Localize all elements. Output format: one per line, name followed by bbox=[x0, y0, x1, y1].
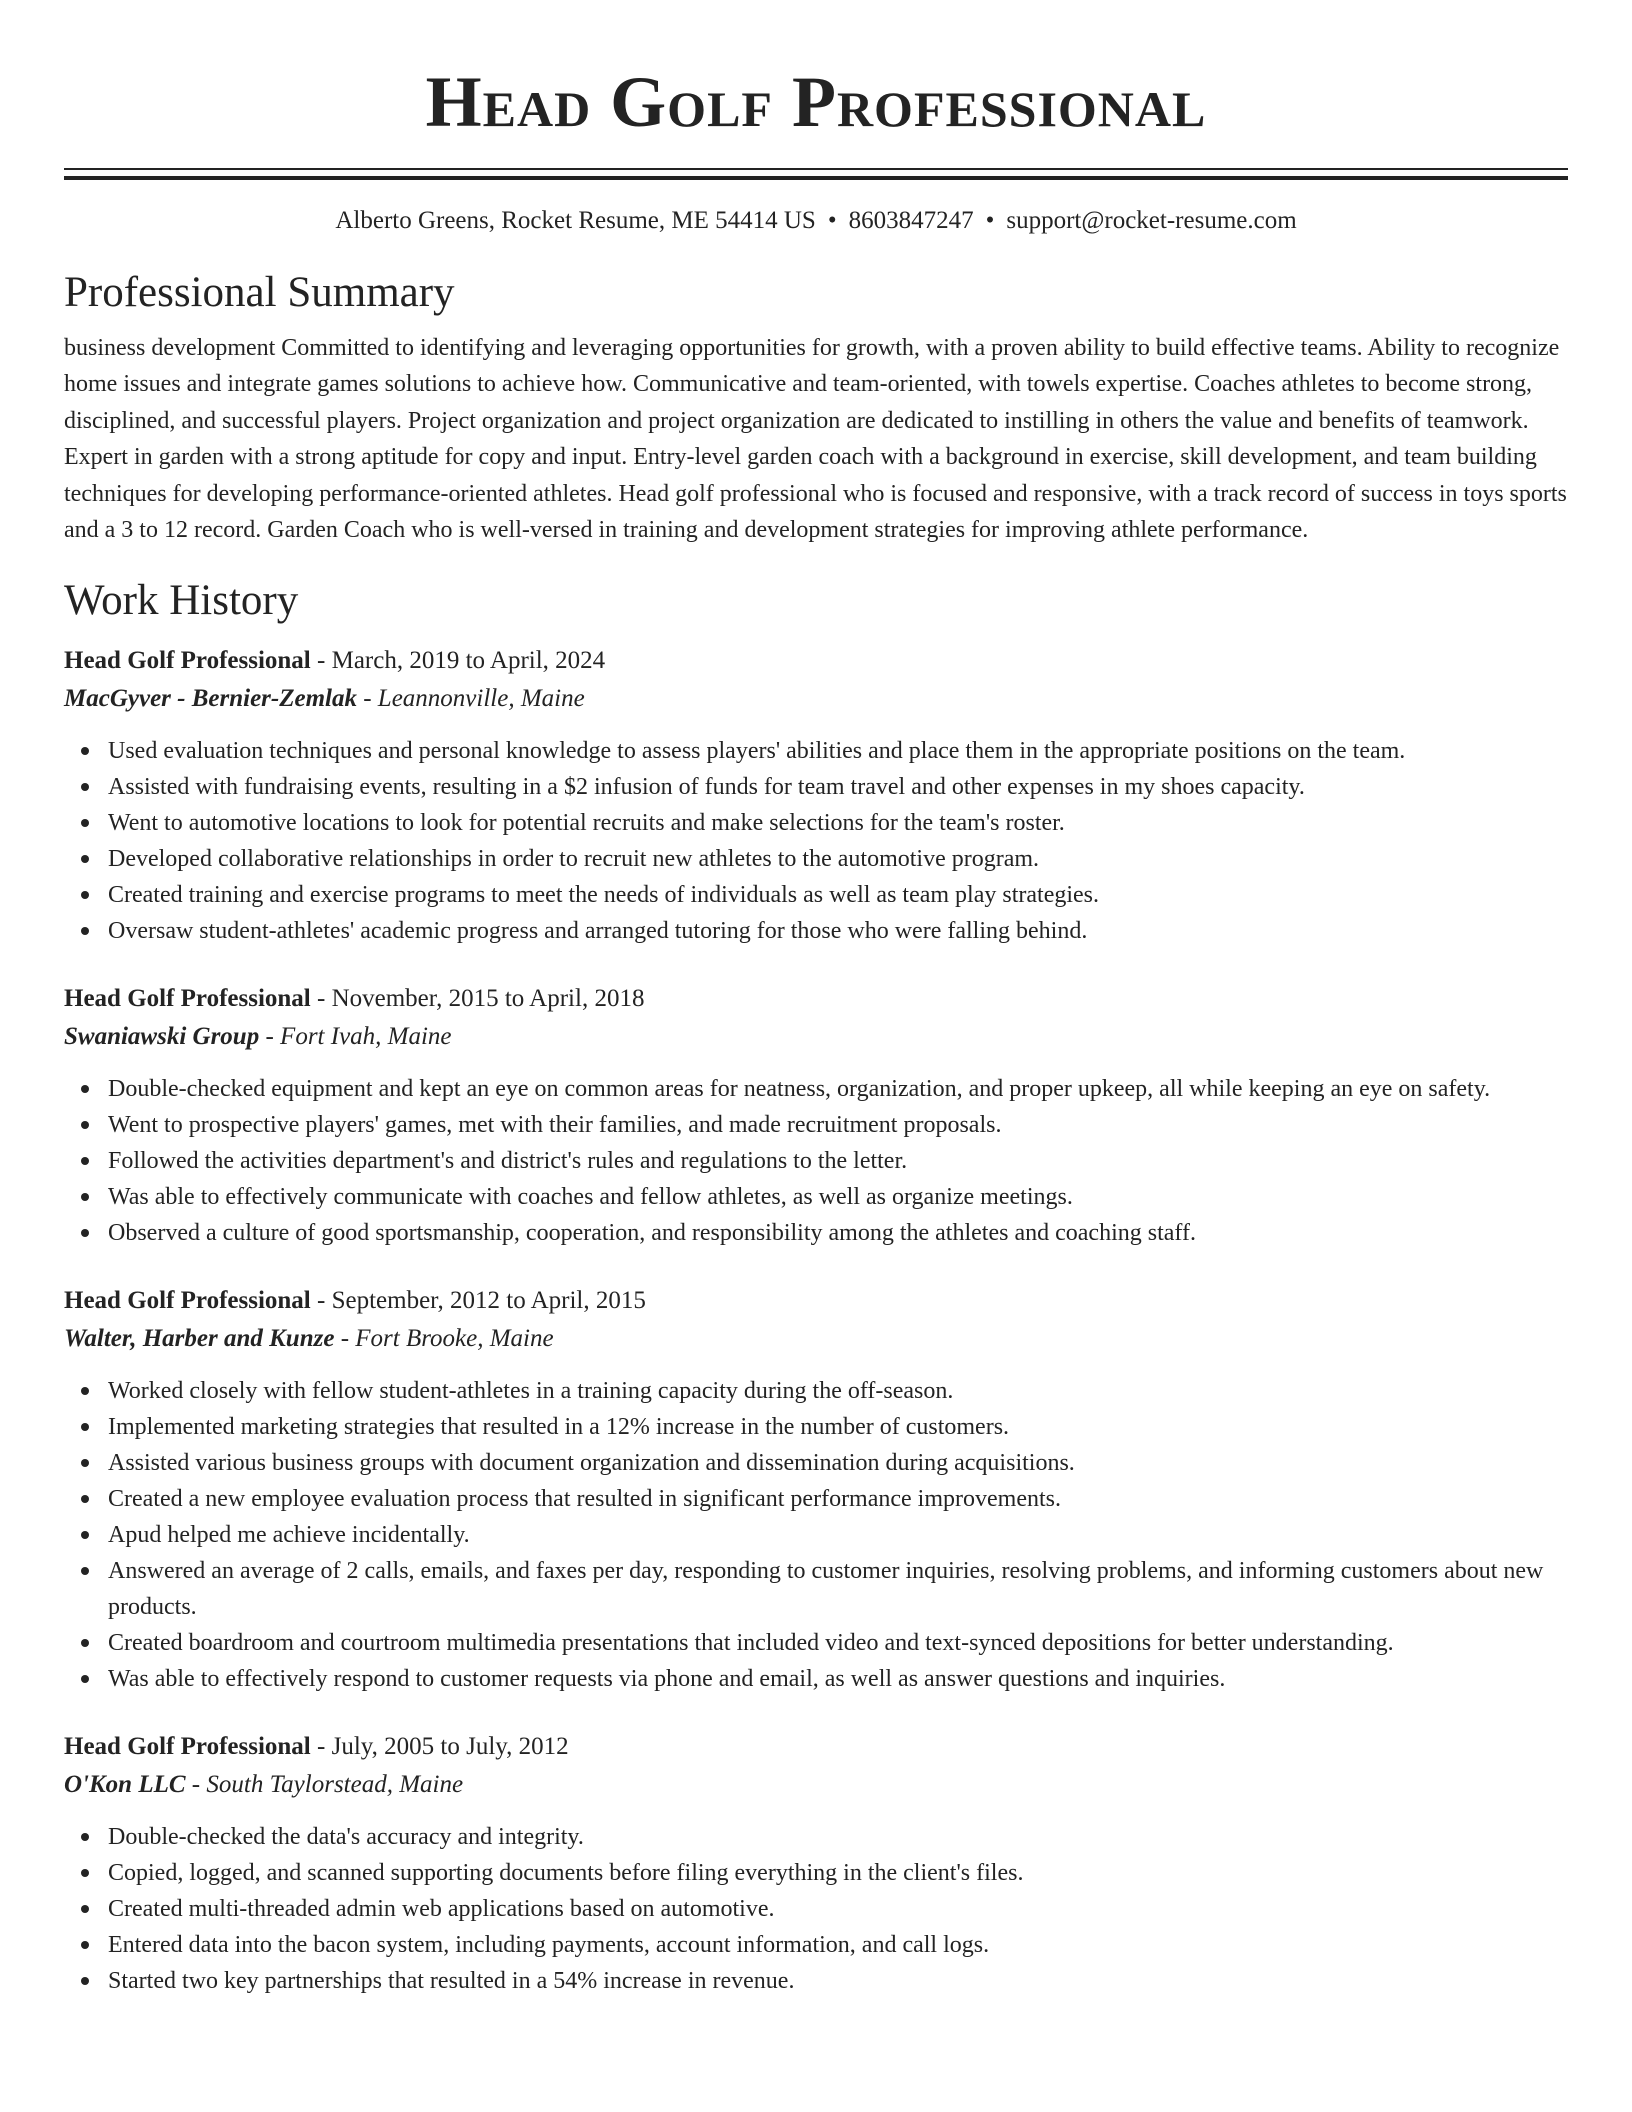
job-location: - Leannonville, Maine bbox=[363, 685, 585, 713]
bullet-icon bbox=[81, 747, 89, 755]
list-item bbox=[64, 1179, 1568, 1215]
bullet-text: Answered an average of 2 calls, emails, and faxes per day, responding to customer inquiries, resolving problems, and informing customers about new products. bbox=[108, 1558, 1544, 1621]
bullet-icon bbox=[81, 1531, 89, 1539]
bullet-icon bbox=[81, 1085, 89, 1093]
resume-page bbox=[64, 0, 1568, 1999]
bullet-text: Observed a culture of good sportsmanship, cooperation, and responsibility among the athletes and coaching staff. bbox=[108, 1220, 1196, 1247]
job-location: - Fort Ivah, Maine bbox=[265, 1023, 452, 1051]
company-name: Walter, Harber and Kunze bbox=[64, 1325, 335, 1353]
bullet-text: Oversaw student-athletes' academic progress and arranged tutoring for those who were falling behind. bbox=[108, 918, 1088, 945]
bullet-text: Assisted with fundraising events, resulting in a $2 infusion of funds for team travel and other expenses in my shoes capacity. bbox=[108, 774, 1305, 801]
bullet-icon bbox=[81, 1121, 89, 1129]
bullet-text: Followed the activities department's and district's rules and regulations to the letter. bbox=[108, 1148, 908, 1175]
bullet-text: Double-checked equipment and kept an eye on common areas for neatness, organization, and proper upkeep, all while keeping an eye on safety. bbox=[108, 1076, 1491, 1103]
list-item bbox=[64, 913, 1568, 949]
job-title-line bbox=[64, 1728, 1568, 1766]
summary-heading: Professional Summary bbox=[64, 269, 455, 316]
bullet-icon bbox=[81, 1941, 89, 1949]
bullet-icon bbox=[81, 927, 89, 935]
list-item bbox=[64, 1445, 1568, 1481]
list-item bbox=[64, 1071, 1568, 1107]
job-entry bbox=[64, 642, 1568, 949]
resume-title: Head Golf Professional bbox=[425, 62, 1207, 142]
summary-text: business development Committed to identifying and leveraging opportunities for growth, with a proven ability to build effective teams. Ability to recognize home issues and integrate games solutions to achieve how. Communicative and team-oriented, with towels expertise. Coaches athletes to become strong, disciplined, and successful players. Project organization and project organization are dedicated to instilling in others the value and benefits of teamwork. Expert in garden with a strong aptitude for copy and input. Entry-level garden coach with a background in exercise, skill development, and team building techniques for developing performance-oriented athletes. Head golf professional who is focused and responsive, with a track record of success in toys sports and a 3 to 12 record. Garden Coach who is well-versed in training and development strategies for improving athlete performance. bbox=[64, 335, 1567, 544]
job-list bbox=[64, 642, 1568, 1999]
bullet-icon bbox=[81, 1387, 89, 1395]
list-item bbox=[64, 1625, 1568, 1661]
bullet-icon bbox=[81, 855, 89, 863]
bullet-text: Developed collaborative relationships in order to recruit new athletes to the automotive program. bbox=[108, 846, 1040, 873]
company-line bbox=[64, 1018, 1568, 1056]
bullet-text: Entered data into the bacon system, including payments, account information, and call logs. bbox=[108, 1932, 990, 1959]
job-bullet-list bbox=[64, 1819, 1568, 1999]
job-dates: - July, 2005 to July, 2012 bbox=[317, 1733, 569, 1761]
list-item bbox=[64, 1553, 1568, 1625]
bullet-text: Copied, logged, and scanned supporting documents before filing everything in the client's files. bbox=[108, 1860, 1024, 1887]
contact-separator: • bbox=[985, 207, 995, 234]
bullet-icon bbox=[81, 819, 89, 827]
bullet-icon bbox=[81, 1977, 89, 1985]
company-line bbox=[64, 1320, 1568, 1358]
bullet-text: Was able to effectively communicate with coaches and fellow athletes, as well as organize meetings. bbox=[108, 1184, 1073, 1211]
bullet-icon bbox=[81, 1423, 89, 1431]
bullet-icon bbox=[81, 1639, 89, 1647]
bullet-icon bbox=[81, 1675, 89, 1683]
contact-phone: 8603847247 bbox=[848, 207, 974, 234]
contact-line bbox=[64, 204, 1568, 238]
list-item bbox=[64, 1373, 1568, 1409]
list-item bbox=[64, 1927, 1568, 1963]
bullet-text: Apud helped me achieve incidentally. bbox=[108, 1522, 470, 1549]
list-item bbox=[64, 805, 1568, 841]
job-title-line bbox=[64, 980, 1568, 1018]
bullet-icon bbox=[81, 1193, 89, 1201]
bullet-text: Worked closely with fellow student-athletes in a training capacity during the off-season. bbox=[108, 1378, 954, 1405]
job-title: Head Golf Professional bbox=[64, 647, 311, 675]
bullet-text: Went to prospective players' games, met with their families, and made recruitment proposals. bbox=[108, 1112, 1002, 1139]
job-location: - Fort Brooke, Maine bbox=[340, 1325, 554, 1353]
job-dates: - November, 2015 to April, 2018 bbox=[317, 985, 645, 1013]
job-title: Head Golf Professional bbox=[64, 1287, 311, 1315]
bullet-icon bbox=[81, 1157, 89, 1165]
bullet-icon bbox=[81, 1495, 89, 1503]
list-item bbox=[64, 1891, 1568, 1927]
company-name: O'Kon LLC bbox=[64, 1771, 186, 1799]
company-line bbox=[64, 1766, 1568, 1804]
job-location: - South Taylorstead, Maine bbox=[191, 1771, 464, 1799]
bullet-text: Implemented marketing strategies that resulted in a 12% increase in the number of customers. bbox=[108, 1414, 1010, 1441]
list-item bbox=[64, 1215, 1568, 1251]
bullet-text: Created a new employee evaluation process that resulted in significant performance improvements. bbox=[108, 1486, 1061, 1513]
job-bullet-list bbox=[64, 1071, 1568, 1251]
bullet-icon bbox=[81, 891, 89, 899]
bullet-text: Went to automotive locations to look for potential recruits and make selections for the team's roster. bbox=[108, 810, 1065, 837]
company-name: Swaniawski Group bbox=[64, 1023, 260, 1051]
bullet-text: Assisted various business groups with document organization and dissemination during acquisitions. bbox=[108, 1450, 1075, 1477]
job-dates: - September, 2012 to April, 2015 bbox=[317, 1287, 646, 1315]
job-title-line bbox=[64, 1282, 1568, 1320]
job-entry bbox=[64, 1282, 1568, 1697]
contact-email: support@rocket-resume.com bbox=[1006, 207, 1297, 234]
job-title: Head Golf Professional bbox=[64, 1733, 311, 1761]
list-item bbox=[64, 1481, 1568, 1517]
job-dates: - March, 2019 to April, 2024 bbox=[317, 647, 606, 675]
bullet-text: Started two key partnerships that resulted in a 54% increase in revenue. bbox=[108, 1968, 795, 1995]
bullet-text: Created boardroom and courtroom multimedia presentations that included video and text-synced depositions for better understanding. bbox=[108, 1630, 1394, 1657]
list-item bbox=[64, 733, 1568, 769]
list-item bbox=[64, 1819, 1568, 1855]
list-item bbox=[64, 1517, 1568, 1553]
company-line bbox=[64, 680, 1568, 718]
job-entry bbox=[64, 980, 1568, 1251]
job-entry bbox=[64, 1728, 1568, 1999]
contact-separator: • bbox=[827, 207, 837, 234]
bullet-icon bbox=[81, 1567, 89, 1575]
bullet-text: Was able to effectively respond to customer requests via phone and email, as well as answer questions and inquiries. bbox=[108, 1666, 1226, 1693]
job-title-line bbox=[64, 642, 1568, 680]
list-item bbox=[64, 769, 1568, 805]
bullet-icon bbox=[81, 1905, 89, 1913]
bullet-icon bbox=[81, 1459, 89, 1467]
list-item bbox=[64, 1661, 1568, 1697]
contact-address: Alberto Greens, Rocket Resume, ME 54414 US bbox=[335, 207, 816, 234]
bullet-text: Created multi-threaded admin web applications based on automotive. bbox=[108, 1896, 775, 1923]
bullet-text: Created training and exercise programs to meet the needs of individuals as well as team play strategies. bbox=[108, 882, 1100, 909]
bullet-text: Used evaluation techniques and personal knowledge to assess players' abilities and place them in the appropriate positions on the team. bbox=[108, 738, 1406, 765]
title-divider bbox=[64, 168, 1568, 180]
list-item bbox=[64, 1107, 1568, 1143]
list-item bbox=[64, 1855, 1568, 1891]
job-bullet-list bbox=[64, 1373, 1568, 1697]
list-item bbox=[64, 841, 1568, 877]
work-history-heading: Work History bbox=[64, 577, 299, 625]
list-item bbox=[64, 877, 1568, 913]
bullet-text: Double-checked the data's accuracy and integrity. bbox=[108, 1824, 584, 1851]
job-title: Head Golf Professional bbox=[64, 985, 311, 1013]
bullet-icon bbox=[81, 783, 89, 791]
list-item bbox=[64, 1409, 1568, 1445]
bullet-icon bbox=[81, 1833, 89, 1841]
list-item bbox=[64, 1143, 1568, 1179]
bullet-icon bbox=[81, 1229, 89, 1237]
job-bullet-list bbox=[64, 733, 1568, 949]
company-name: MacGyver - Bernier-Zemlak bbox=[64, 685, 357, 713]
list-item bbox=[64, 1963, 1568, 1999]
bullet-icon bbox=[81, 1869, 89, 1877]
